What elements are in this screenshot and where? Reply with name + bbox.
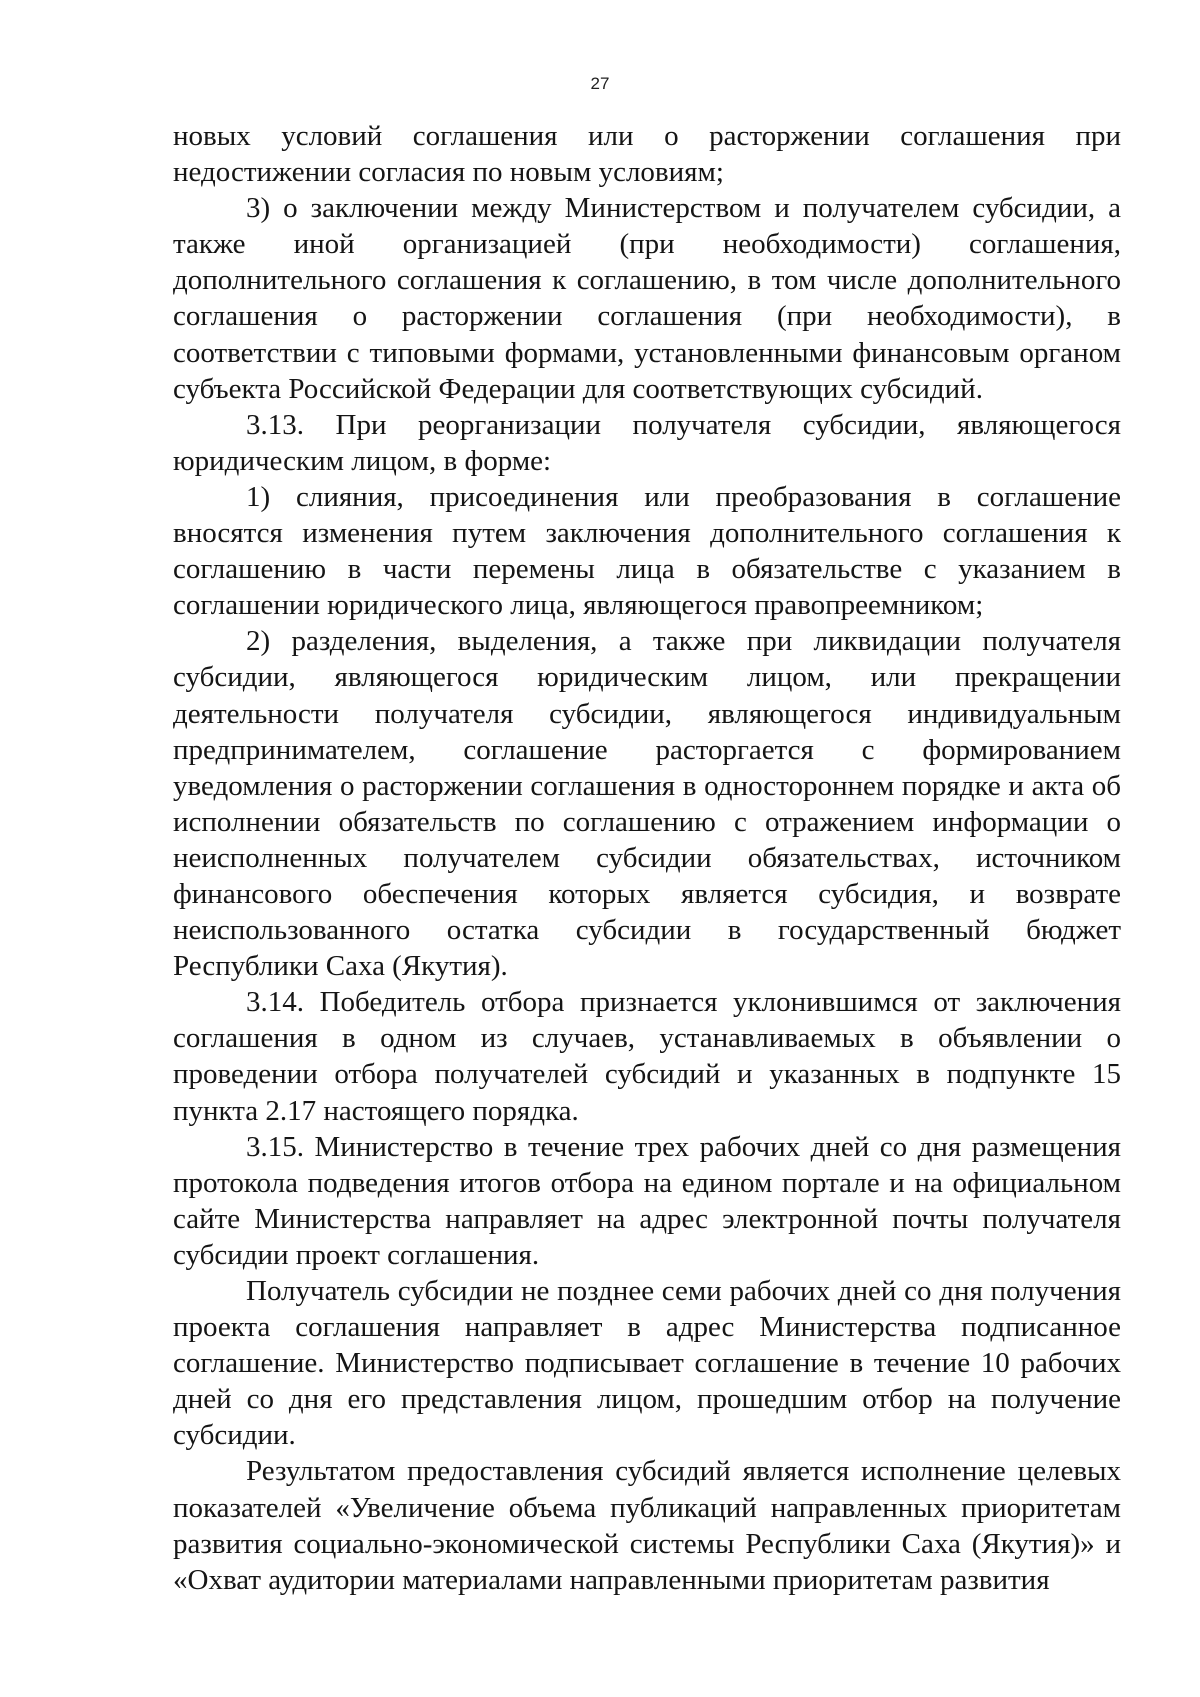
paragraph-3-13-item-2: 2) разделения, выделения, а также при ликвидации получателя субсидии, являющегося юридическим лицом, или прекращении деятельности получателя субсидии, являющегося индивидуальным предпринимателем, соглашение расторгается с формированием уведомления о расторжении соглашения в одностороннем порядке и акта об исполнении обязательств по соглашению с отражением информации о неисполненных получателем субсидии обязательствах, источником финансового обеспечения которых является субсидия, и возврате неиспользованного остатка субсидии в государственный бюджет Республики Саха (Якутия). — [173, 625, 1121, 983]
document-body — [173, 118, 1121, 1598]
paragraph-3-13-item-1: 1) слияния, присоединения или преобразования в соглашение вносятся изменения путем заключения дополнительного соглашения к соглашению в части перемены лица в обязательстве с указанием в соглашении юридического лица, являющегося правопреемником; — [173, 480, 1121, 622]
paragraph-3-13: 3.13. При реорганизации получателя субсидии, являющегося юридическим лицом, в форме: — [173, 408, 1121, 477]
paragraph-result: Результатом предоставления субсидий является исполнение целевых показателей «Увеличение объема публикаций направленных приоритетам развития социально-экономической системы Республики Саха (Якутия)» и «Охват аудитории материалами направленными приоритетам развития — [173, 1455, 1121, 1596]
paragraph-item-3: 3) о заключении между Министерством и получателем субсидии, а также иной организацией (при необходимости) соглашения, дополнительного соглашения к соглашению, в том числе дополнительного соглашения о расторжении соглашения (при необходимости), в соответствии с типовыми формами, установленными финансовым органом субъекта Российской Федерации для соответствующих субсидий. — [173, 192, 1121, 405]
page-number: 27 — [590, 74, 610, 93]
paragraph-recipient-signing: Получатель субсидии не позднее семи рабочих дней со дня получения проекта соглашения направляет в адрес Министерства подписанное соглашение. Министерство подписывает соглашение в течение 10 рабочих дней со дня его представления лицом, прошедшим отбор на получение субсидии. — [173, 1275, 1121, 1452]
paragraph-3-14: 3.14. Победитель отбора признается уклонившимся от заключения соглашения в одном из случаев, устанавливаемых в объявлении о проведении отбора получателей субсидий и указанных в подпункте 15 пункта 2.17 настоящего порядка. — [173, 986, 1121, 1127]
paragraph-continuation: новых условий соглашения или о расторжении соглашения при недостижении согласия по новым условиям; — [173, 120, 1121, 189]
paragraph-3-15: 3.15. Министерство в течение трех рабочих дней со дня размещения протокола подведения итогов отбора на едином портале и на официальном сайте Министерства направляет на адрес электронной почты получателя субсидии проект соглашения. — [173, 1130, 1121, 1271]
